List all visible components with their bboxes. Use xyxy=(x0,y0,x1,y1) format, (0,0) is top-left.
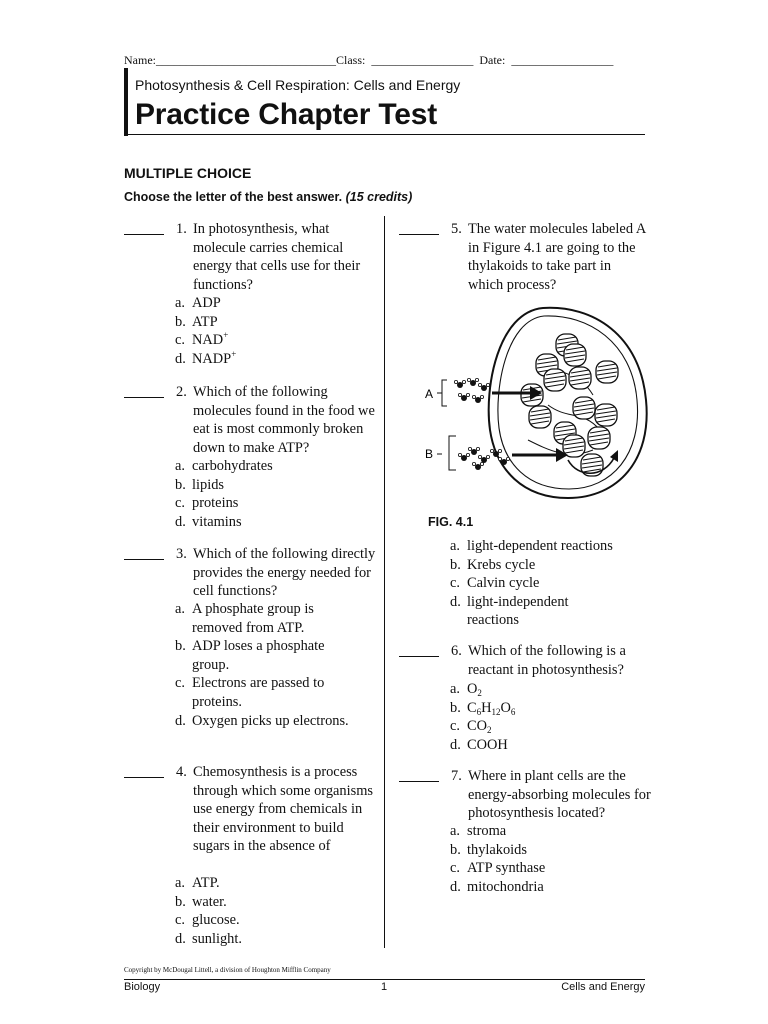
option-text: light-independent reactions xyxy=(467,593,569,629)
option[interactable] xyxy=(450,822,545,841)
option-letter: d. xyxy=(175,930,186,947)
figure-caption: FIG. 4.1 xyxy=(428,515,474,529)
option[interactable] xyxy=(175,712,365,731)
option-letter: a. xyxy=(175,601,185,617)
question-number: 1. xyxy=(176,221,187,237)
question-text: Which of the following molecules found in the food we eat is most commonly broken down to make ATP? xyxy=(193,384,375,456)
option[interactable] xyxy=(175,494,273,513)
option[interactable] xyxy=(175,893,242,912)
option-text: C xyxy=(467,699,477,716)
question-number: 2. xyxy=(176,384,187,400)
option-text: ATP. xyxy=(192,875,220,891)
option-letter: c. xyxy=(175,912,185,929)
question-text: Which of the following directly provides the energy needed for cell functions? xyxy=(193,546,376,600)
superscript: + xyxy=(231,348,237,359)
option-letter: d. xyxy=(450,593,461,610)
option[interactable] xyxy=(175,513,273,532)
footer-chapter: Cells and Energy xyxy=(561,981,645,993)
option[interactable] xyxy=(175,674,365,711)
answer-blank[interactable] xyxy=(399,781,439,782)
option-letter: d. xyxy=(450,736,461,753)
option-letter: c. xyxy=(450,718,460,735)
option-text: NAD xyxy=(192,332,224,349)
question-text: Chemosynthesis is a process through which some organisms use energy from chemicals in their environment to build sugars in the absence of xyxy=(193,764,374,855)
section-heading: MULTIPLE CHOICE xyxy=(124,165,252,181)
option-letter: b. xyxy=(175,476,186,493)
answer-blank[interactable] xyxy=(124,559,164,560)
option-text: Krebs cycle xyxy=(467,556,536,573)
option[interactable] xyxy=(450,574,650,593)
option-letter: d. xyxy=(175,350,186,367)
option[interactable] xyxy=(450,556,650,575)
option[interactable] xyxy=(450,699,515,718)
option[interactable] xyxy=(450,859,545,878)
student-info-line xyxy=(124,53,613,68)
option-letter: a. xyxy=(450,823,460,839)
question-number: 6. xyxy=(451,643,462,659)
question-number: 3. xyxy=(176,546,187,562)
option[interactable] xyxy=(175,600,365,637)
page-subtitle: Photosynthesis & Cell Respiration: Cells and Energy xyxy=(135,77,461,93)
date-blank[interactable]: _________________ xyxy=(511,53,614,67)
option-letter: c. xyxy=(175,495,185,512)
class-blank[interactable]: _________________ xyxy=(371,53,474,67)
option-letter: a. xyxy=(450,538,460,554)
option-text: O xyxy=(467,681,478,697)
answer-blank[interactable] xyxy=(399,656,439,657)
option-letter: b. xyxy=(175,893,186,910)
copyright-notice: Copyright by McDougal Littell, a division of Houghton Mifflin Company xyxy=(124,966,331,974)
option-text: stroma xyxy=(467,823,507,839)
option-text: COOH xyxy=(467,736,508,753)
superscript: + xyxy=(223,330,229,341)
figure-label-a: A xyxy=(425,387,434,401)
question-number: 4. xyxy=(176,764,187,780)
option-letter: b. xyxy=(175,313,186,330)
footer-rule xyxy=(124,979,645,980)
option[interactable] xyxy=(450,680,515,699)
option-letter: b. xyxy=(450,699,461,716)
credits-text: (15 credits) xyxy=(345,190,413,204)
name-label: Name: xyxy=(124,53,156,67)
date-label: Date: xyxy=(479,53,506,67)
answer-blank[interactable] xyxy=(124,397,164,398)
question-text: Where in plant cells are the energy-absorbing molecules for photosynthesis located? xyxy=(468,768,651,822)
option-text: sunlight. xyxy=(192,930,242,947)
option-text: NADP xyxy=(192,350,232,367)
option[interactable] xyxy=(450,841,545,860)
option-letter: c. xyxy=(450,575,460,592)
option-letter: b. xyxy=(450,556,461,573)
option-text: lipids xyxy=(192,476,224,493)
answer-blank[interactable] xyxy=(399,234,439,235)
subscript: 6 xyxy=(476,706,482,717)
option-text: glucose. xyxy=(192,912,240,929)
question-5-options xyxy=(450,537,650,630)
page-number: 1 xyxy=(381,981,388,993)
option-text: light-dependent reactions xyxy=(467,538,613,554)
option[interactable] xyxy=(450,736,515,755)
question-text: The water molecules labeled A in Figure 4.1 are going to the thylakoids to take part in which process? xyxy=(468,221,646,293)
option-text: proteins xyxy=(192,495,239,512)
option[interactable] xyxy=(175,313,236,332)
subscript: 6 xyxy=(510,706,516,717)
subscript: 2 xyxy=(477,688,482,698)
chem-text: H xyxy=(481,699,492,716)
option[interactable] xyxy=(450,717,515,736)
option-text: A phosphate group is removed from ATP. xyxy=(192,601,314,636)
option-text: Electrons are passed to proteins. xyxy=(192,675,325,710)
option-letter: a. xyxy=(175,875,185,891)
question-text: In photosynthesis, what molecule carries chemical energy that cells use for their functions? xyxy=(193,221,361,293)
option-text: carbohydrates xyxy=(192,458,273,474)
question-number: 5. xyxy=(451,221,462,237)
option[interactable] xyxy=(175,874,242,893)
chloroplast-figure xyxy=(418,300,658,505)
option-text: vitamins xyxy=(192,513,242,530)
option-letter: b. xyxy=(450,841,461,858)
option-letter: a. xyxy=(175,295,185,311)
answer-blank[interactable] xyxy=(124,234,164,235)
section-instructions xyxy=(124,190,412,204)
option-letter: c. xyxy=(450,860,460,877)
option-text: CO xyxy=(467,718,487,735)
option-text: water. xyxy=(192,893,227,910)
title-bracket xyxy=(124,68,128,136)
chem-text: O xyxy=(500,699,511,716)
option[interactable] xyxy=(175,930,242,949)
question-number: 7. xyxy=(451,768,462,784)
option-letter: d. xyxy=(175,712,186,729)
option-text: ATP xyxy=(192,313,218,330)
option-text: ADP loses a phosphate group. xyxy=(192,638,325,673)
option-text: Oxygen picks up electrons. xyxy=(192,712,349,729)
option[interactable] xyxy=(450,593,607,630)
option[interactable] xyxy=(450,537,650,556)
option-letter: c. xyxy=(175,332,185,349)
instructions-text: Choose the letter of the best answer. xyxy=(124,190,343,204)
title-rule xyxy=(127,134,645,135)
question-text: Which of the following is a reactant in photosynthesis? xyxy=(468,643,626,678)
option[interactable] xyxy=(175,637,365,674)
option-text: Calvin cycle xyxy=(467,575,540,592)
option[interactable] xyxy=(175,350,236,369)
option[interactable] xyxy=(175,911,242,930)
option-letter: b. xyxy=(175,638,186,655)
figure-label-b: B xyxy=(425,447,434,461)
option-letter: c. xyxy=(175,675,185,692)
option[interactable] xyxy=(175,294,236,313)
answer-blank[interactable] xyxy=(124,777,164,778)
option-text: ADP xyxy=(192,295,221,311)
subscript: 12 xyxy=(491,706,501,717)
option[interactable] xyxy=(175,476,273,495)
option[interactable] xyxy=(450,878,545,897)
option[interactable] xyxy=(175,457,273,476)
option-letter: d. xyxy=(450,878,461,895)
name-blank[interactable]: ______________________________ xyxy=(156,53,336,67)
option-letter: a. xyxy=(175,458,185,474)
option-text: mitochondria xyxy=(467,878,544,895)
column-divider xyxy=(384,216,385,948)
option-letter: a. xyxy=(450,681,460,697)
option-text: thylakoids xyxy=(467,841,527,858)
subscript: 2 xyxy=(487,725,492,736)
option-letter: d. xyxy=(175,513,186,530)
class-label: Class: xyxy=(336,53,366,67)
option-text: ATP synthase xyxy=(467,860,546,877)
option[interactable] xyxy=(175,331,236,350)
footer-subject: Biology xyxy=(124,981,161,993)
page-title: Practice Chapter Test xyxy=(135,98,438,131)
